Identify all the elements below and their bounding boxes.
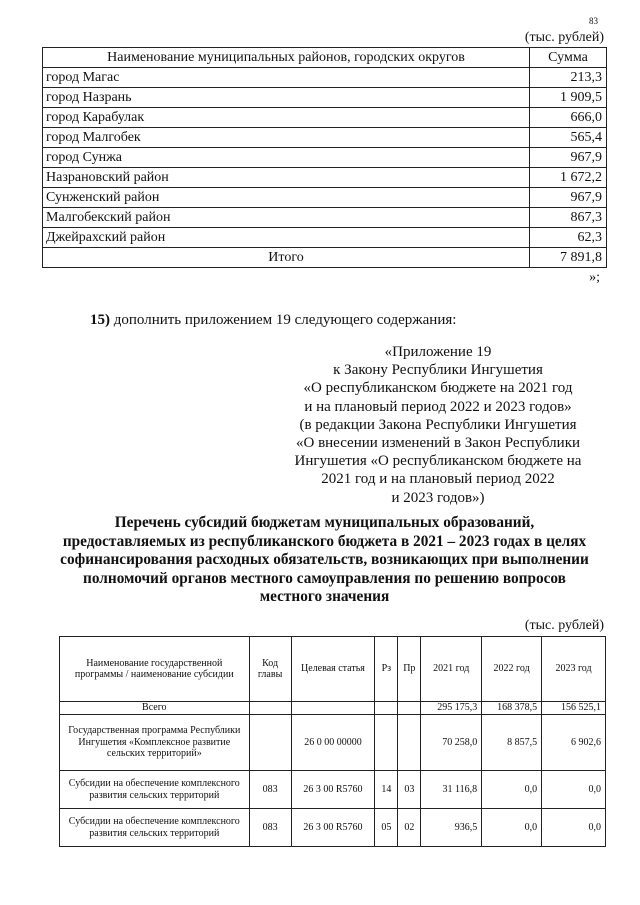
heading-line: местного значения xyxy=(259,588,390,606)
value-2021: 31 116,8 xyxy=(421,771,482,809)
pr-cell: 02 xyxy=(398,809,421,847)
appendix-line: «О республиканском бюджете на 2021 год xyxy=(303,380,573,397)
heading-line: софинансирования расходных обязательств, возникающих при выполнении xyxy=(60,551,589,569)
rz-cell: 14 xyxy=(375,771,398,809)
code-cell: 083 xyxy=(249,809,291,847)
pr-cell: 03 xyxy=(398,771,421,809)
value-2022: 0,0 xyxy=(482,809,542,847)
value-2022: 0,0 xyxy=(482,771,542,809)
value-2021: 936,5 xyxy=(421,809,482,847)
row-name: Субсидии на обеспечение комплексного развития сельских территорий xyxy=(60,771,250,809)
heading-line: полномочий органов местного самоуправления по решению вопросов xyxy=(83,569,566,587)
rz-cell xyxy=(375,702,398,715)
code-cell xyxy=(249,702,291,715)
heading-line: Перечень субсидий бюджетам муниципальных образований, xyxy=(114,514,535,531)
district-sum: 967,9 xyxy=(530,148,607,168)
table-header-row xyxy=(43,48,607,68)
value-2021: 295 175,3 xyxy=(421,702,482,715)
table1-units: (тыс. рублей) xyxy=(524,30,604,45)
column-header: Рз xyxy=(375,637,398,702)
closing-quote: »; xyxy=(589,270,600,285)
table-row xyxy=(43,128,607,148)
table2-units: (тыс. рублей) xyxy=(524,618,604,633)
table-row xyxy=(60,715,606,771)
district-sum: 666,0 xyxy=(530,108,607,128)
district-sum: 867,3 xyxy=(530,208,607,228)
value-2023: 0,0 xyxy=(542,771,606,809)
appendix-line: к Закону Республики Ингушетия xyxy=(333,362,543,379)
districts-table xyxy=(42,47,607,268)
column-header: Наименование муниципальных районов, городских округов xyxy=(43,48,530,68)
value-2023: 0,0 xyxy=(542,809,606,847)
table-row xyxy=(43,88,607,108)
column-header: Сумма xyxy=(530,48,607,68)
district-name: Джейрахский район xyxy=(43,228,530,248)
total-value: 7 891,8 xyxy=(530,248,607,268)
district-name: город Сунжа xyxy=(43,148,530,168)
target-cell: 26 3 00 R5760 xyxy=(291,809,375,847)
item-number: 15) xyxy=(90,312,110,328)
row-name: Всего xyxy=(60,702,250,715)
column-header: 2023 год xyxy=(542,637,606,702)
table-row xyxy=(43,208,607,228)
appendix-line: и 2023 годов») xyxy=(391,489,485,506)
district-name: город Малгобек xyxy=(43,128,530,148)
column-header: 2022 год xyxy=(482,637,542,702)
page-number: 83 xyxy=(589,16,598,26)
subsidies-heading xyxy=(42,514,607,607)
column-header: Пр xyxy=(398,637,421,702)
pr-cell xyxy=(398,715,421,771)
value-2021: 70 258,0 xyxy=(421,715,482,771)
column-header: Целевая статья xyxy=(291,637,375,702)
district-name: город Карабулак xyxy=(43,108,530,128)
value-2022: 168 378,5 xyxy=(482,702,542,715)
table-row xyxy=(43,168,607,188)
table-row xyxy=(43,108,607,128)
column-header: Наименование государственной программы / наименование субсидии xyxy=(60,637,250,702)
rz-cell: 05 xyxy=(375,809,398,847)
table-row xyxy=(43,148,607,168)
appendix-line: и на плановый период 2022 и 2023 годов» xyxy=(304,398,572,415)
table-row xyxy=(60,771,606,809)
row-name: Государственная программа Республики Ингушетия «Комплексное развитие сельских территорий» xyxy=(60,715,250,771)
appendix-header xyxy=(268,343,608,507)
target-cell: 26 0 00 00000 xyxy=(291,715,375,771)
appendix-line: 2021 год и на плановый период 2022 xyxy=(321,471,555,488)
district-sum: 1 672,2 xyxy=(530,168,607,188)
appendix-line: «Приложение 19 xyxy=(384,344,492,360)
table-row xyxy=(60,809,606,847)
district-name: Малгобекский район xyxy=(43,208,530,228)
heading-line: предоставляемых из республиканского бюджета в 2021 – 2023 годах в целях xyxy=(62,532,587,550)
district-name: город Магас xyxy=(43,68,530,88)
district-sum: 565,4 xyxy=(530,128,607,148)
table-row xyxy=(43,228,607,248)
district-sum: 62,3 xyxy=(530,228,607,248)
column-header: Код главы xyxy=(249,637,291,702)
value-2023: 156 525,1 xyxy=(542,702,606,715)
district-name: Сунженский район xyxy=(43,188,530,208)
target-cell xyxy=(291,702,375,715)
subsidies-table xyxy=(59,636,606,847)
amendment-item-15 xyxy=(90,312,456,329)
table-row xyxy=(43,188,607,208)
rz-cell xyxy=(375,715,398,771)
appendix-line: Ингушетия «О республиканском бюджете на xyxy=(294,453,582,470)
district-name: Назрановский район xyxy=(43,168,530,188)
table-row xyxy=(60,702,606,715)
total-label: Итого xyxy=(43,248,530,268)
table-row xyxy=(43,68,607,88)
district-sum: 1 909,5 xyxy=(530,88,607,108)
code-cell xyxy=(249,715,291,771)
code-cell: 083 xyxy=(249,771,291,809)
district-name: город Назрань xyxy=(43,88,530,108)
row-name: Субсидии на обеспечение комплексного развития сельских территорий xyxy=(60,809,250,847)
item-text: дополнить приложением 19 следующего содержания: xyxy=(110,312,457,328)
target-cell: 26 3 00 R5760 xyxy=(291,771,375,809)
column-header: 2021 год xyxy=(421,637,482,702)
table-header-row xyxy=(60,637,606,702)
appendix-line: (в редакции Закона Республики Ингушетия xyxy=(299,416,577,433)
value-2023: 6 902,6 xyxy=(542,715,606,771)
pr-cell xyxy=(398,702,421,715)
value-2022: 8 857,5 xyxy=(482,715,542,771)
total-row xyxy=(43,248,607,268)
appendix-line: «О внесении изменений в Закон Республики xyxy=(295,435,581,452)
district-sum: 213,3 xyxy=(530,68,607,88)
district-sum: 967,9 xyxy=(530,188,607,208)
